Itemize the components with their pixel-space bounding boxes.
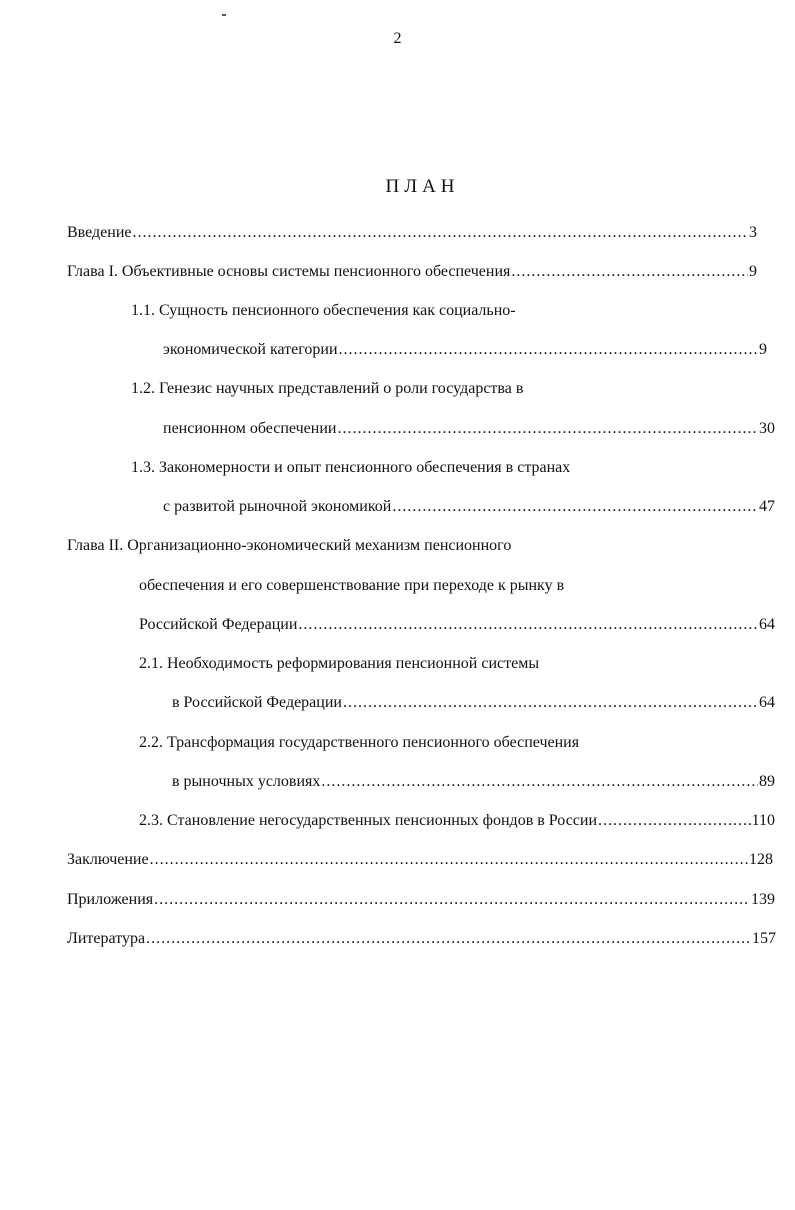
toc-entry-page: 3 xyxy=(749,224,757,241)
toc-section-1-3-line1 xyxy=(131,458,570,478)
toc-entry-text: экономической категории xyxy=(163,341,338,358)
toc-entry-page: 64 xyxy=(759,616,775,633)
toc-entry-text: 2.1. Необходимость реформирования пенсионной системы xyxy=(139,655,540,672)
toc-entry-page: 110 xyxy=(751,812,775,829)
toc-literature xyxy=(67,929,776,949)
toc-entry-page: 47 xyxy=(759,498,775,515)
toc-chapter-2-line2 xyxy=(139,576,564,596)
plan-title: ПЛАН xyxy=(385,176,460,197)
toc-entry-text: Заключение xyxy=(67,851,149,868)
toc-section-2-1-line2 xyxy=(172,693,775,713)
toc-entry-text: Российской Федерации xyxy=(139,616,298,633)
scan-speck xyxy=(222,14,226,16)
toc-entry-page: 128 xyxy=(749,851,773,868)
toc-entry-page: 157 xyxy=(752,930,776,947)
toc-entry-text: в рыночных условиях xyxy=(172,773,321,790)
toc-section-1-2-line2 xyxy=(163,419,775,439)
toc-entry-page: 64 xyxy=(759,694,775,711)
toc-intro xyxy=(67,223,757,243)
toc-entry-text: с развитой рыночной экономикой xyxy=(163,498,392,515)
toc-entry-text: Глава II. Организационно-экономический механизм пенсионного xyxy=(67,537,512,554)
toc-entry-text: Литература xyxy=(67,930,146,947)
toc-section-1-1-line2 xyxy=(163,340,767,360)
toc-entry-text: в Российской Федерации xyxy=(172,694,342,711)
toc-section-1-3-line2 xyxy=(163,497,775,517)
toc-entry-page: 9 xyxy=(749,263,757,280)
toc-entry-text: обеспечения и его совершенствование при переходе к рынку в xyxy=(139,577,565,594)
toc-entry-text: 1.2. Генезис научных представлений о роли государства в xyxy=(131,380,524,397)
toc-entry-page: 89 xyxy=(759,773,775,790)
toc-entry-page: 30 xyxy=(759,420,775,437)
toc-entry-text: пенсионном обеспечении xyxy=(163,420,337,437)
toc-entry-text: Введение xyxy=(67,224,132,241)
toc-section-2-2-line1 xyxy=(139,733,579,753)
page-number: 2 xyxy=(393,30,402,47)
toc-conclusion xyxy=(67,850,773,870)
toc-entry-text: 2.3. Становление негосударственных пенсионных фондов в России xyxy=(139,812,598,829)
toc-entry-text: Глава I. Объективные основы системы пенсионного обеспечения xyxy=(67,263,511,280)
toc-entry-text: Приложения xyxy=(67,891,154,908)
toc-entry-page: 9 xyxy=(759,341,767,358)
toc-section-2-3 xyxy=(139,811,775,831)
toc-chapter-2-line3 xyxy=(139,615,775,635)
toc-section-2-1-line1 xyxy=(139,654,539,674)
toc-entry-text: 2.2. Трансформация государственного пенсионного обеспечения xyxy=(139,734,580,751)
toc-chapter-2-line1 xyxy=(67,536,511,556)
toc-entry-page: 139 xyxy=(751,891,775,908)
toc-section-1-1-line1 xyxy=(131,301,516,321)
toc-section-2-2-line2 xyxy=(172,772,775,792)
toc-entry-text: 1.3. Закономерности и опыт пенсионного обеспечения в странах xyxy=(131,459,571,476)
toc-chapter-1 xyxy=(67,262,757,282)
toc-section-1-2-line1 xyxy=(131,379,523,399)
toc-appendices xyxy=(67,890,775,910)
toc-entry-text: 1.1. Сущность пенсионного обеспечения как социально- xyxy=(131,302,516,319)
